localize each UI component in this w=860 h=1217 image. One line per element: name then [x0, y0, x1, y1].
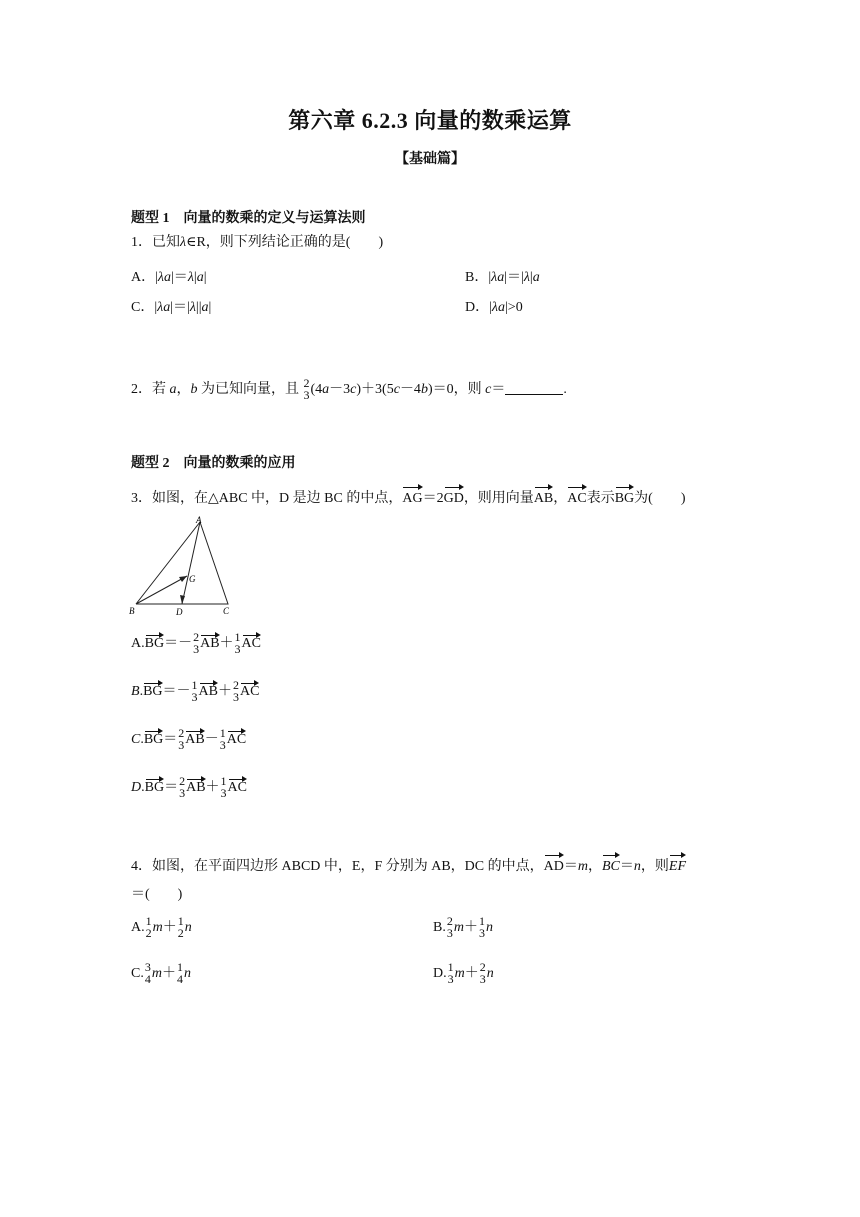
q3-option-c[interactable]: C.BG＝ 2 3 AB－ 1 3 AC — [131, 726, 247, 752]
q3-option-a[interactable]: A.BG＝－ 2 3 AB＋ 1 3 AC — [131, 630, 261, 656]
q4-option-c[interactable]: C. 3 4 m＋ 1 4 n — [131, 960, 191, 986]
svg-text:C: C — [223, 606, 230, 616]
question-4: 4．如图，在平面四边形 ABCD 中，E，F 分别为 AB，DC 的中点，AD＝m，BC＝n，则EF — [131, 852, 686, 878]
answer-blank[interactable] — [505, 380, 563, 395]
q1-option-c[interactable]: C．|λa|＝|λ||a| — [131, 300, 212, 315]
section-heading-1: 题型 1 向量的数乘的定义与运算法则 — [131, 211, 366, 226]
q4-option-b[interactable]: B. 2 3 m＋ 1 3 n — [433, 914, 493, 940]
q1-option-a[interactable]: A．|λa|＝λ|a| — [131, 270, 207, 285]
q3-option-b[interactable]: B.BG＝－ 1 3 AB＋ 2 3 AC — [131, 678, 260, 704]
q4-option-a[interactable]: A. 1 2 m＋ 1 2 n — [131, 914, 192, 940]
q1-option-d[interactable]: D．|λa|>0 — [465, 300, 523, 315]
triangle-figure — [128, 515, 238, 620]
question-1: 1．已知λ∈R，则下列结论正确的是( ) — [131, 235, 384, 250]
page-title: 第六章 6.2.3 向量的数乘运算 — [288, 108, 572, 133]
section-heading-2: 题型 2 向量的数乘的应用 — [131, 456, 296, 471]
svg-text:B: B — [129, 606, 135, 616]
fraction: 2 3 — [303, 376, 310, 402]
q3-option-d[interactable]: D.BG＝ 2 3 AB＋ 1 3 AC — [131, 774, 247, 800]
svg-text:G: G — [189, 574, 196, 584]
question-3: 3．如图，在△ABC 中，D 是边 BC 的中点，AG＝2GD，则用向量AB，AC表示BG为( ) — [131, 484, 686, 510]
page-subtitle: 【基础篇】 — [395, 152, 465, 167]
q1-option-b[interactable]: B．|λa|＝|λ|a — [465, 270, 540, 285]
question-2: 2．若 a，b 为已知向量，且 2 3 (4a－3c)＋3(5c－4b)＝0，则 c＝ . — [131, 376, 567, 402]
svg-text:A: A — [196, 515, 202, 525]
question-number: 1． — [131, 235, 152, 250]
question-4-line2: ＝( ) — [131, 887, 183, 902]
q4-option-d[interactable]: D. 1 3 m＋ 2 3 n — [433, 960, 494, 986]
svg-text:D: D — [176, 607, 183, 617]
